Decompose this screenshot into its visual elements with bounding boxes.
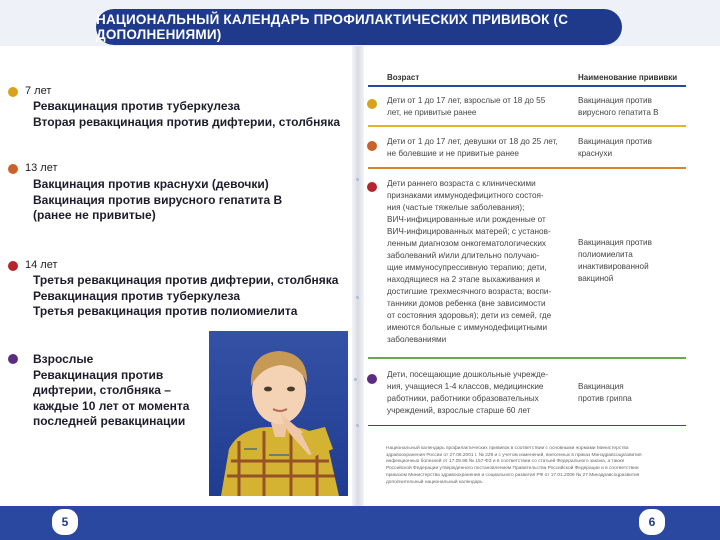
column-header-age: Возраст bbox=[387, 73, 420, 82]
row-age-text bbox=[387, 136, 569, 160]
cell-line: Вакцинация bbox=[578, 382, 624, 391]
entry-line: Ревакцинация против bbox=[33, 367, 164, 382]
cell-line: танники домов ребенка (вне зависимости bbox=[387, 299, 546, 308]
cell-line: ВИЧ-инфицированные или рожденные от bbox=[387, 215, 546, 224]
cell-line: учреждений, взрослые старше 60 лет bbox=[387, 406, 531, 415]
print-speck bbox=[356, 424, 359, 427]
cell-line: от состояния здоровья); дети из семей, где bbox=[387, 311, 552, 320]
entry-line: Ревакцинация против туберкулеза bbox=[33, 99, 241, 113]
page-number-right: 6 bbox=[637, 507, 667, 537]
child-photo bbox=[209, 331, 348, 496]
entry-line: Третья ревакцинация против дифтерии, столбняка bbox=[33, 273, 339, 287]
cell-line: вакциной bbox=[578, 274, 614, 283]
cell-line: Вакцинация против bbox=[578, 238, 652, 247]
cell-line: работники, работники образовательных bbox=[387, 394, 539, 403]
table-header-rule bbox=[368, 85, 686, 87]
row-vaccine-text bbox=[578, 95, 688, 119]
bullet-icon bbox=[8, 87, 18, 97]
footnote-line: здравоохранения России от 27.06.2001 г. № 229 и с учетом изменений, внесенных в приказ Минздравсоцразвития bbox=[386, 452, 642, 458]
cell-line: ния (частые тяжелые заболевания); bbox=[387, 203, 525, 212]
entry-line: Вторая ревакцинация против дифтерии, столбняка bbox=[33, 114, 341, 129]
row-divider bbox=[368, 167, 686, 169]
page-gutter bbox=[352, 0, 364, 540]
bottom-band bbox=[0, 506, 720, 540]
cell-line: Дети от 1 до 17 лет, взрослые от 18 до 55 bbox=[387, 96, 546, 105]
cell-line: Вакцинация против bbox=[578, 137, 652, 146]
page-title: НАЦИОНАЛЬНЫЙ КАЛЕНДАРЬ ПРОФИЛАКТИЧЕСКИХ ПРИВИВОК (С ДОПОЛНЕНИЯМИ) bbox=[96, 9, 622, 45]
cell-line: заболеваний и/или длительно получаю- bbox=[387, 251, 540, 260]
cell-line: ВИЧ-инфицированных матерей; с установ- bbox=[387, 227, 551, 236]
bullet-icon bbox=[8, 354, 18, 364]
cell-line: заболеваниями bbox=[387, 335, 447, 344]
bullet-icon bbox=[367, 141, 377, 151]
row-divider bbox=[368, 425, 686, 426]
footnote-line: Национальный календарь профилактических прививок в соответствии с основными нормами Министерства bbox=[386, 446, 629, 451]
cell-line: Вакцинация против bbox=[578, 96, 652, 105]
footnote-line: Российской Федерации утвержденного постановлением Правительства Российской Федерации и в соответствии bbox=[386, 466, 639, 472]
entry-line: Ревакцинация против туберкулеза bbox=[33, 288, 241, 303]
entry-line: последней ревакцинации bbox=[33, 414, 186, 428]
print-speck bbox=[354, 378, 357, 381]
child-illustration bbox=[209, 331, 348, 496]
row-age-text bbox=[387, 369, 569, 417]
cell-line: Дети, посещающие дошкольные учрежде- bbox=[387, 370, 549, 379]
entry-line: каждые 10 лет от момента bbox=[33, 398, 190, 413]
cell-line: лет, не привитые ранее bbox=[387, 108, 477, 117]
entry-line: Вакцинация против вирусного гепатита В bbox=[33, 192, 283, 207]
cell-line: имеются больные с иммунодефицитными bbox=[387, 323, 548, 332]
cell-line: не болевшие и не привитые ранее bbox=[387, 149, 519, 158]
cell-line: краснухи bbox=[578, 149, 613, 158]
bullet-icon bbox=[8, 164, 18, 174]
bullet-icon bbox=[367, 374, 377, 384]
cell-line: Дети от 1 до 17 лет, девушки от 18 до 25 лет, bbox=[387, 137, 558, 146]
row-vaccine-text bbox=[578, 136, 688, 160]
entry-age: 14 лет bbox=[25, 259, 58, 271]
footnote-line: дополнительный национальный календарь bbox=[386, 479, 483, 485]
cell-line: Дети раннего возраста с клиническими bbox=[387, 179, 536, 188]
print-speck bbox=[356, 178, 359, 181]
row-age-text bbox=[387, 95, 569, 119]
bullet-icon bbox=[367, 182, 377, 192]
cell-line: достигшие трехмесячного возраста; воспи- bbox=[387, 287, 552, 296]
bullet-icon bbox=[367, 99, 377, 109]
cell-line: вирусного гепатита В bbox=[578, 108, 659, 117]
row-age-text bbox=[387, 178, 569, 346]
cell-line: инактивированной bbox=[578, 262, 649, 271]
entry-age: 13 лет bbox=[25, 162, 58, 174]
cell-line: полиомиелита bbox=[578, 250, 633, 259]
print-speck bbox=[356, 296, 359, 299]
entry-line: Третья ревакцинация против полиомиелита bbox=[33, 304, 298, 318]
entry-lines bbox=[33, 177, 282, 224]
page-number-left: 5 bbox=[50, 507, 80, 537]
footnote bbox=[386, 446, 686, 486]
footnote-line: приказом Министерства здравоохранения и социального развития РФ от 17.01.2006 № 27 Минздравсоцразвития bbox=[386, 472, 640, 478]
row-vaccine-text bbox=[578, 381, 688, 405]
entry-age: Взрослые bbox=[33, 352, 94, 366]
entry-lines bbox=[33, 352, 189, 430]
cell-line: щие иммуносупрессивную терапию; дети, bbox=[387, 263, 547, 272]
row-divider bbox=[368, 357, 686, 359]
entry-lines bbox=[33, 99, 340, 130]
footnote-line: инфекционных болезней от 17.09.98 № 157-ФЗ и в соответствии со статьей Федерального закона, а также bbox=[386, 459, 625, 465]
cell-line: находящиеся на 2 этапе выхаживания и bbox=[387, 275, 541, 284]
row-vaccine-text bbox=[578, 237, 688, 285]
entry-line: дифтерии, столбняка – bbox=[33, 383, 171, 397]
cell-line: против гриппа bbox=[578, 394, 632, 403]
entry-line: Вакцинация против краснухи (девочки) bbox=[33, 177, 269, 191]
entry-line: (ранее не привитые) bbox=[33, 208, 156, 222]
column-header-vaccine: Наименование прививки bbox=[578, 73, 678, 82]
cell-line: признаками иммунодефицитного состоя- bbox=[387, 191, 544, 200]
row-divider bbox=[368, 125, 686, 127]
cell-line: ния, учащиеся 1-4 классов, медицинские bbox=[387, 382, 544, 391]
bullet-icon bbox=[8, 261, 18, 271]
cell-line: ленным диагнозом онкогематологических bbox=[387, 239, 546, 248]
entry-age: 7 лет bbox=[25, 85, 52, 97]
entry-lines bbox=[33, 273, 338, 320]
